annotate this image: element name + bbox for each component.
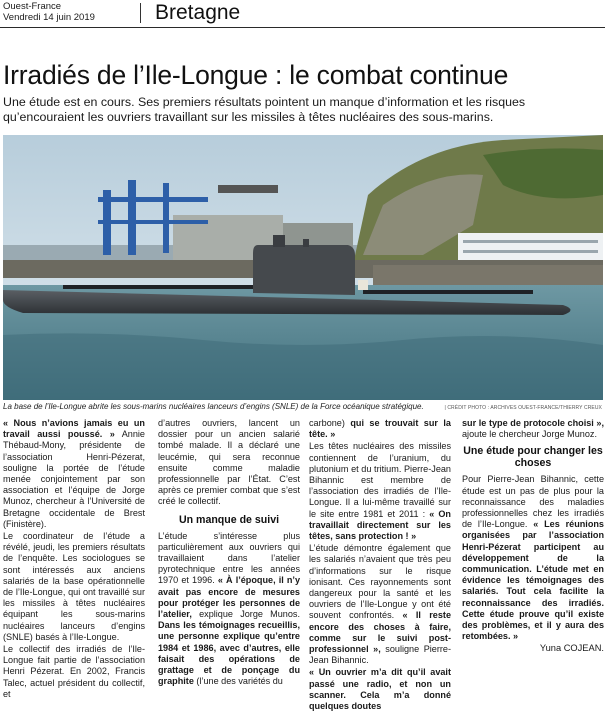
text-run: L’étude s’intéresse plus particulièrement aux ouvriers qui travaillaient dans l’atelier pyrotechnique entre les années 1970 et 1996.: [158, 530, 300, 586]
submarine-photo-image: [3, 135, 603, 400]
subheading: Un manque de suivi: [178, 513, 280, 526]
article-column-1: [3, 418, 145, 700]
lede: Une étude est en cours. Ses premiers résultats pointent un manque d’information et les risques qu’encouraient les ouvriers travaillant sur les missiles à têtes nucléaires des sous-marins.: [3, 95, 526, 124]
headline: Irradiés de l’Ile-Longue : le combat continue: [3, 60, 509, 90]
paragraph: « Un ouvrier m’a dit qu’il avait passé une radio, et non un scanner. Cela m’a donné quelques doutes: [309, 667, 451, 712]
quote-bold: « À l’époque, il n’y avait pas encore de mesures pour protéger les personnes de l’atelier,: [158, 575, 300, 620]
quote-bold: « Les réunions organisées par l’association Henri-Pézerat participent au développement de la communication. L’étude met en évidence les témoignages des salariés. Tout cela facilite la reconnaissance des irradiés. Cette étude prouve qu’il existe des problèmes, et il y aura des retombées. »: [462, 519, 604, 642]
photo-credit: | CRÉDIT PHOTO : ARCHIVES OUEST-FRANCE/THIERRY CREUX: [444, 405, 602, 411]
quote-bold: « On travaillait directement sur les têtes, sans protection ! »: [309, 508, 451, 542]
masthead: [0, 0, 605, 28]
article-column-2: [158, 418, 300, 687]
text-run: carbone): [309, 418, 351, 428]
paragraph: [309, 441, 451, 542]
paragraph: [462, 418, 604, 440]
paragraph: Le collectif des irradiés de l’Ile-Longue fait partie de l’association Henri Pézerat. En 2002, Francis Talec, actuel président du collectif, et: [3, 644, 145, 699]
author-signature: Yuna COJEAN.: [539, 643, 604, 654]
text-run: Pour Pierre-Jean Bihannic, cette étude est un pas de plus pour la reconnaissance des maladies professionnelles chez les irradiés de l’Ile-Longue.: [462, 474, 604, 530]
text-run: (l’une des variétés du: [193, 676, 283, 687]
paragraph: [309, 418, 451, 440]
text-run: ajoute le chercheur Jorge Munoz.: [462, 429, 597, 440]
quote-bold: Dans les témoignages recueillis, une personne explique qu’entre 1984 et 1986, avec d’autres, elle faisait des opérations de grattage et de ponçage du graphite: [158, 620, 300, 687]
text-run: Les têtes nucléaires des missiles contiennent de l’uranium, du plutonium et du tritium. Pierre-Jean Bihannic est membre de l’association des irradiés de l’Ile-Longue. Il a lui-même travaillé sur le site entre 1981 et 2011 :: [309, 441, 451, 519]
paragraph: [158, 531, 300, 688]
text-run: explique Jorge Munos.: [191, 609, 300, 620]
article-column-3: [309, 418, 451, 712]
quote-bold: sur le type de protocole choisi »,: [462, 418, 604, 428]
paragraph: [309, 543, 451, 666]
quote-bold: « Nous n’avions jamais eu un travail aussi poussé. »: [3, 418, 145, 440]
photo-caption: La base de l’Ile-Longue abrite les sous-marins nucléaires lanceurs d’engins (SNLE) de la Force océanique stratégique.: [3, 402, 424, 411]
article-column-4: [462, 418, 604, 655]
newspaper-name: Ouest-France: [3, 1, 62, 12]
paragraph: Le coordinateur de l’étude a révélé, jeudi, les premiers résultats de l’enquête. Les sociologues se sont intéressés aux anciens salariés de la base opérationnelle de l’Ile-Longue, qui ont travaillé sur les missiles à têtes nucléaires équipant les sous-marins nucléaires lanceurs d’engins (SNLE) basés à l’Ile-Longue.: [3, 531, 145, 642]
text-run: L’étude démontre également que les salariés n’avaient que très peu d’informations sur le risque ionisant. Ces rayonnements sont dangereux pour la santé et les ouvriers de l’Ile-Longue y ont été souvent confrontés.: [309, 543, 451, 621]
publication-date: Vendredi 14 juin 2019: [3, 12, 95, 23]
quote-bold: qui se trouvait sur la tête. »: [309, 418, 451, 440]
paragraph: [462, 474, 604, 642]
article-photo: [3, 135, 603, 400]
text-run: souligne Pierre-Jean Bihannic.: [309, 644, 451, 666]
paragraph: [3, 418, 145, 530]
paragraph: d’autres ouvriers, lancent un dossier pour un ancien salarié tombé malade. Il a déclaré une leucémie, qui sera reconnue ensuite comme maladie professionnelle par l’État. C’est après ce premier combat que s’est créé le collectif.: [158, 418, 300, 507]
text-run: Annie Thébaud-Mony, présidente de l’association Henri-Pézerat, souligne la portée de l’étude menée conjointement par son association et l’équipe de Jorge Munoz, chercheur à l’Université de Bretagne occidentale de Brest (Finistère).: [3, 429, 145, 529]
section-title: Bretagne: [155, 1, 241, 24]
masthead-divider: [140, 3, 141, 23]
quote-bold: « Il reste encore des choses à faire, comme sur le suivi post-professionnel »,: [309, 610, 451, 655]
subheading: Une étude pour changer les choses: [463, 445, 603, 470]
